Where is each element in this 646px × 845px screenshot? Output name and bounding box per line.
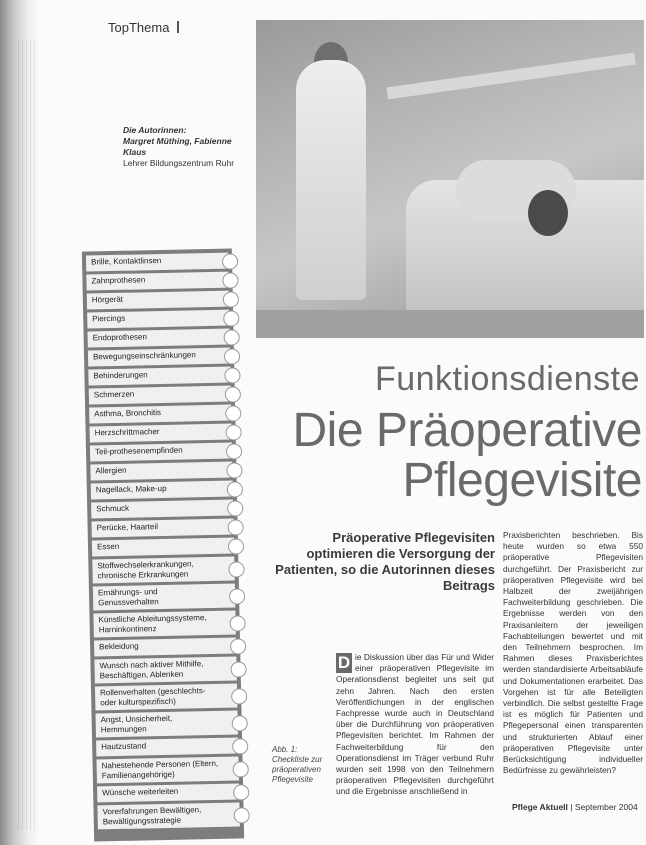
checklist-item [90, 424, 232, 443]
checklist-item [89, 386, 231, 405]
checklist-item [95, 683, 237, 710]
headline-line-2: Pflegevisite [402, 454, 642, 507]
checklist-item [87, 291, 229, 310]
checklist-item [94, 656, 236, 683]
checklist-item-label: Brille, Kontaktlinsen [90, 255, 162, 267]
checklist-item [89, 405, 231, 424]
checkbox-circle-icon [234, 807, 250, 823]
checklist-item-label: Allergien [95, 465, 127, 476]
checkbox-circle-icon [232, 738, 248, 754]
checkbox-circle-icon [224, 329, 240, 345]
section-label: TopThema [108, 20, 170, 35]
checklist-item-label: Vorerfahrungen Bewältigen, Bewältigungsstrategie [102, 805, 202, 827]
checklist-item [90, 443, 232, 462]
checklist-item [88, 367, 230, 386]
checklist-item-label: Angst, Unsicherheit, Hemmungen [100, 713, 173, 735]
author-affiliation: Lehrer Bildungszentrum Ruhr [123, 158, 235, 168]
checklist-item-label: Wunsch nach aktiver Mithilfe, Beschäftigen, Ablenken [99, 659, 204, 681]
checklist-item-label: Hörgerät [91, 294, 124, 305]
author-names: Margret Müthing, Fabienne Klaus [123, 136, 232, 157]
checklist-item [97, 783, 239, 802]
checklist-item-label: Perücke, Haarteil [96, 522, 159, 533]
checklist-item [88, 329, 230, 348]
checklist-item-label: Hautzustand [101, 741, 147, 752]
checkbox-circle-icon [228, 561, 244, 577]
checklist-item [86, 253, 228, 272]
page-footer: Pflege Aktuell | September 2004 [512, 802, 638, 812]
checklist-item-label: Piercings [92, 313, 126, 324]
checklist-item-label: Schmuck [96, 503, 130, 514]
section-header [108, 20, 179, 35]
checklist-item [94, 637, 236, 656]
checkbox-circle-icon [230, 638, 246, 654]
checklist-item-label: Herzschrittmacher [94, 427, 160, 438]
body-column-1 [336, 652, 494, 798]
checkbox-circle-icon [223, 310, 239, 326]
author-label: Die Autorinnen: [123, 125, 187, 135]
checklist-item-label: Ernährungs- und Genussverhalten [97, 587, 159, 608]
checkbox-circle-icon [223, 291, 239, 307]
photo-lamp-arm [386, 53, 635, 100]
checkbox-circle-icon [222, 253, 238, 269]
checklist-item [91, 500, 233, 519]
checkbox-circle-icon [228, 538, 244, 554]
checklist-item [86, 272, 228, 291]
drop-cap: D [337, 653, 351, 672]
checklist-item [96, 756, 238, 783]
checklist-item [93, 584, 235, 611]
checkbox-circle-icon [227, 519, 243, 535]
checklist-item [88, 348, 230, 367]
headline-line-1: Die Präoperative [292, 404, 642, 457]
checklist-item-label: Endoprothesen [92, 332, 147, 343]
checkbox-circle-icon [224, 348, 240, 364]
section-divider [177, 21, 179, 33]
checklist-panel [82, 248, 244, 841]
checklist-item [92, 557, 234, 584]
checklist-item [96, 737, 238, 756]
binding-lines [18, 40, 38, 830]
photo-bed-rail [256, 310, 644, 338]
issue-date: September 2004 [574, 802, 638, 812]
checklist-item [90, 462, 232, 481]
checkbox-circle-icon [229, 615, 245, 631]
checklist-item-label: Nagellack, Make-up [95, 483, 167, 495]
checklist-item-label: Zahnprothesen [91, 275, 146, 286]
body-column-1-text: ie Diskussion über das Für und Wider einer präoperativen Pflegevisite im Operationsdienst begleitet uns seit gut zehn Jahren. Nach den ersten Veröffentlichungen in der englischen Fachpresse wurde auch in Deutschland über die Durchführung von präoperativen Pflegevisiten berichtet. Im Rahmen der Fachweiterbildung für den Operationsdienst im Träger verbund Ruhr wurden seit 1998 von den Teilnehmern präoperativen Pflegevisiten durchgeführt und die Ergebnisse anschließend in [336, 652, 494, 797]
lead-paragraph: Präoperative Pflegevisiten optimieren die Versorgung der Patienten, so die Autorinnen dieses Beitrags [275, 530, 495, 593]
checkbox-circle-icon [233, 761, 249, 777]
photo-nurse [296, 60, 366, 300]
article-photo [256, 20, 644, 338]
body-column-2: Praxisberichten beschrieben. Bis heute wurden so etwa 550 präoperative Pflegevisiten durchgeführt. Der Praxisbericht zur präoperativen Pflegevisite wird bei Halbzeit der zweijährigen Fachweiterbildung geschrieben. Die Ergebnisse werden von den Praxisanleitern der jeweiligen Fachabteilungen bewertet und mit den Teilnehmern besprochen. Im Rahmen dieses Praxisberichtes werden standardisierte Arbeitsabläufe und Dokumentationen erarbeitet. Das Vorgehen ist für alle Beteiligten verbindlich. Die selbst gestellte Frage ist es möglich für Patienten und Pflegepersonal einen transparenten und strukturierten Ablauf einer präoperativen Pflegevisite unter Berücksichtigung individueller Bedürfnisse zu gewährleisten? [503, 530, 643, 776]
checklist-item-label: Teil-prothesenempfinden [94, 445, 183, 457]
kicker-title: Funktionsdienste [374, 360, 640, 398]
author-caption [123, 125, 243, 169]
checklist-item-label: Essen [96, 541, 120, 552]
checklist-item-label: Asthma, Bronchitis [94, 408, 162, 419]
checklist-item [91, 481, 233, 500]
checkbox-circle-icon [231, 688, 247, 704]
checklist-item [96, 710, 238, 737]
checklist-item-label: Rollenverhalten (geschlechts- oder kulturspezifisch) [99, 686, 206, 708]
checkbox-circle-icon [229, 588, 245, 604]
checklist-item-label: Behinderungen [93, 370, 148, 381]
checkbox-circle-icon [225, 405, 241, 421]
checklist-item-label: Bekleidung [99, 641, 139, 652]
checkbox-circle-icon [230, 661, 246, 677]
checklist-item [92, 538, 234, 557]
checklist-item [93, 610, 235, 637]
checkbox-circle-icon [233, 784, 249, 800]
checklist-item-label: Nahestehende Personen (Eltern, Familienangehörige) [101, 758, 219, 781]
checklist-item-label: Schmerzen [93, 389, 135, 400]
figure-caption: Abb. 1: Checkliste zur präoperativen Pflegevisite [272, 745, 323, 784]
checklist-item-label: Stoffwechselerkrankungen, chronische Erkrankungen [97, 559, 194, 581]
headline [240, 406, 642, 506]
checkbox-circle-icon [225, 386, 241, 402]
photo-patient-head [528, 190, 568, 236]
checklist-item-label: Wünsche weiterleiten [102, 786, 179, 798]
checkbox-circle-icon [232, 715, 248, 731]
checklist-item-label: Bewegungseinschränkungen [92, 350, 196, 362]
checklist-item [91, 519, 233, 538]
checklist-item [97, 802, 239, 829]
checkbox-circle-icon [222, 272, 238, 288]
checklist-item [87, 310, 229, 329]
journal-name: Pflege Aktuell [512, 802, 568, 812]
checklist-item-label: Künstliche Ableitungssysteme, Harninkontinenz [98, 613, 207, 635]
checkbox-circle-icon [224, 367, 240, 383]
